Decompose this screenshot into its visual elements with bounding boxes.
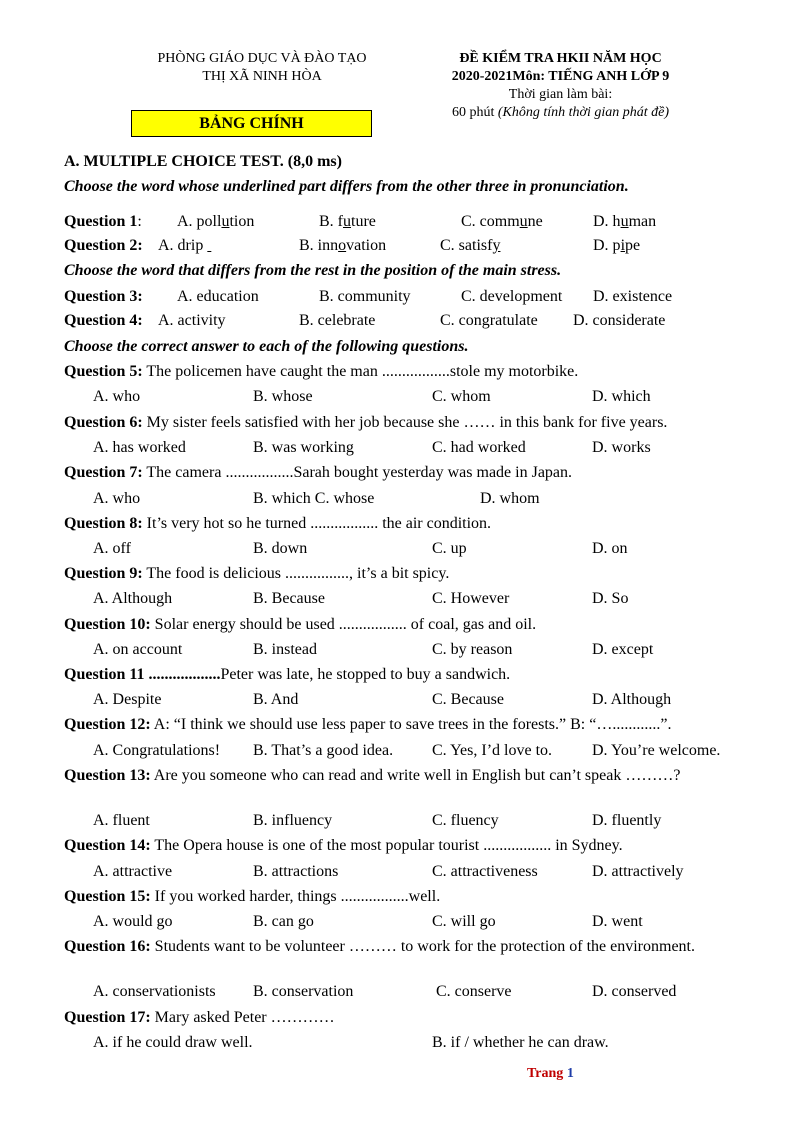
department-name: PHÒNG GIÁO DỤC VÀ ĐÀO TẠO	[157, 51, 367, 66]
q7-option-d: D. whom	[480, 490, 540, 507]
question-5: Question 5: The policemen have caught the man .................stole my motorbike.	[64, 363, 579, 380]
q5-option-b: B. whose	[253, 388, 313, 405]
q2-option-c: C. satisfy	[440, 237, 501, 254]
q9-option-d: D. So	[592, 590, 629, 607]
q7-option-bc: B. which C. whose	[253, 490, 375, 507]
q10-option-d: D. except	[592, 641, 654, 658]
q15-option-c: C. will go	[432, 913, 496, 930]
town-name: THỊ XÃ NINH HÒA	[202, 69, 322, 84]
question-2: Question 2:	[64, 237, 143, 254]
q6-option-b: B. was working	[253, 439, 354, 456]
q15-option-d: D. went	[592, 913, 643, 930]
q7-option-a: A. who	[93, 490, 141, 507]
q2-option-a: A. drip	[158, 237, 204, 254]
question-16: Question 16: Students want to be volunteer ……… to work for the protection of the environment.	[64, 938, 695, 955]
q3-option-d: D. existence	[593, 288, 673, 305]
question-13: Question 13: Are you someone who can read and write well in English but can’t speak ………?	[64, 767, 681, 784]
exam-header	[418, 50, 703, 122]
exam-title: ĐỀ KIỂM TRA HKII NĂM HỌC	[459, 51, 662, 66]
q15-option-a: A. would go	[93, 913, 173, 930]
question-1: Question 1:	[64, 213, 142, 230]
question-17: Question 17: Mary asked Peter …………	[64, 1009, 335, 1026]
q14-option-b: B. attractions	[253, 863, 339, 880]
q12-option-a: A. Congratulations!	[93, 742, 221, 759]
instruction-correct-answer: Choose the correct answer to each of the following questions.	[64, 338, 469, 355]
q1-option-a: A. pollution	[177, 213, 255, 230]
q3-option-b: B. community	[319, 288, 411, 305]
q15-option-b: B. can go	[253, 913, 314, 930]
exam-subject: 2020-2021Môn: TIẾNG ANH LỚP 9	[451, 69, 670, 84]
q16-option-a: A. conservationists	[93, 983, 216, 1000]
q9-option-c: C. However	[432, 590, 510, 607]
q6-option-d: D. works	[592, 439, 651, 456]
q4-option-c: C. congratulate	[440, 312, 538, 329]
q13-option-c: C. fluency	[432, 812, 499, 829]
q4-option-a: A. activity	[158, 312, 226, 329]
q17-option-a: A. if he could draw well.	[93, 1034, 253, 1051]
q6-option-a: A. has worked	[93, 439, 186, 456]
instruction-pronunciation: Choose the word whose underlined part differs from the other three in pronunciation.	[64, 178, 629, 195]
q13-option-b: B. influency	[253, 812, 333, 829]
page-number: Trang 1	[527, 1066, 574, 1081]
question-10: Question 10: Solar energy should be used ................. of coal, gas and oil.	[64, 616, 537, 633]
instruction-stress: Choose the word that differs from the rest in the position of the main stress.	[64, 262, 562, 279]
q16-option-c: C. conserve	[436, 983, 512, 1000]
q12-option-b: B. That’s a good idea.	[253, 742, 394, 759]
q10-option-a: A. on account	[93, 641, 183, 658]
q8-option-c: C. up	[432, 540, 467, 557]
section-title: A. MULTIPLE CHOICE TEST. (8,0 ms)	[64, 153, 342, 170]
q11-option-b: B. And	[253, 691, 299, 708]
q12-option-d: D. You’re welcome.	[592, 742, 721, 759]
q10-option-c: C. by reason	[432, 641, 513, 658]
question-12: Question 12: A: “I think we should use less paper to save trees in the forests.” B: “…............”.	[64, 716, 672, 733]
q14-option-c: C. attractiveness	[432, 863, 538, 880]
question-6: Question 6: My sister feels satisfied with her job because she …… in this bank for five years.	[64, 414, 668, 431]
q6-option-c: C. had worked	[432, 439, 526, 456]
q17-option-b: B. if / whether he can draw.	[432, 1034, 609, 1051]
q14-option-d: D. attractively	[592, 863, 684, 880]
q9-option-b: B. Because	[253, 590, 325, 607]
q1-option-c: C. commune	[461, 213, 543, 230]
q1-option-d: D. human	[593, 213, 657, 230]
version-stamp: BẢNG CHÍNH	[131, 110, 372, 137]
q12-option-c: C. Yes, I’d love to.	[432, 742, 553, 759]
q3-option-a: A. education	[177, 288, 259, 305]
q4-option-b: B. celebrate	[299, 312, 376, 329]
q3-option-c: C. development	[461, 288, 563, 305]
q9-option-a: A. Although	[93, 590, 173, 607]
question-7: Question 7: The camera .................Sarah bought yesterday was made in Japan.	[64, 464, 573, 481]
q4-option-d: D. considerate	[573, 312, 666, 329]
q11-option-a: A. Despite	[93, 691, 162, 708]
q2-option-b: B. innovation	[299, 237, 387, 254]
q8-option-b: B. down	[253, 540, 308, 557]
q8-option-a: A. off	[93, 540, 131, 557]
question-11: Question 11 ..................Peter was late, he stopped to buy a sandwich.	[64, 666, 511, 683]
q5-option-c: C. whom	[432, 388, 491, 405]
q5-option-a: A. who	[93, 388, 141, 405]
q16-option-d: D. conserved	[592, 983, 677, 1000]
exam-time: 60 phút (Không tính thời gian phát đề)	[451, 105, 670, 120]
q5-option-d: D. which	[592, 388, 651, 405]
question-15: Question 15: If you worked harder, things .................well.	[64, 888, 441, 905]
q14-option-a: A. attractive	[93, 863, 173, 880]
q16-option-b: B. conservation	[253, 983, 354, 1000]
q2-option-d: D. pipe	[593, 237, 641, 254]
q10-option-b: B. instead	[253, 641, 317, 658]
question-9: Question 9: The food is delicious ................, it’s a bit spicy.	[64, 565, 450, 582]
q8-option-d: D. on	[592, 540, 628, 557]
q11-option-c: C. Because	[432, 691, 504, 708]
question-4: Question 4:	[64, 312, 143, 329]
q13-option-d: D. fluently	[592, 812, 662, 829]
question-3: Question 3:	[64, 288, 143, 305]
exam-time-label: Thời gian làm bài:	[508, 87, 613, 102]
question-8: Question 8: It’s very hot so he turned ................. the air condition.	[64, 515, 492, 532]
q1-option-b: B. future	[319, 213, 376, 230]
question-14: Question 14: The Opera house is one of the most popular tourist ................. in Sydney.	[64, 837, 623, 854]
school-header	[112, 50, 412, 86]
q13-option-a: A. fluent	[93, 812, 150, 829]
q11-option-d: D. Although	[592, 691, 672, 708]
